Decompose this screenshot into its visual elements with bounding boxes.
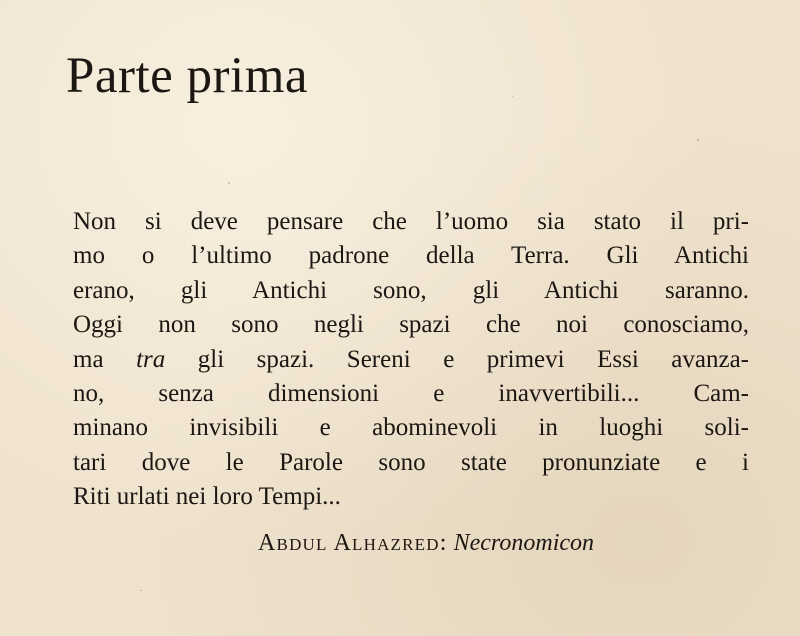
text-run: erano, gli Antichi sono, gli Antichi saranno. bbox=[73, 276, 749, 304]
italic-word: tra bbox=[136, 345, 166, 373]
text-run: gli spazi. Sereni e primevi Essi avanza- bbox=[165, 345, 749, 373]
text-run: tari dove le Parole sono state pronunziate e i bbox=[73, 448, 749, 476]
text-run: ma bbox=[73, 345, 137, 373]
epigraph-line bbox=[73, 343, 749, 377]
text-run: Riti urlati nei loro Tempi... bbox=[73, 483, 341, 511]
epigraph-line bbox=[73, 274, 749, 308]
paper-speck bbox=[228, 182, 230, 184]
attribution-work: Necronomicon bbox=[453, 530, 595, 556]
epigraph-line bbox=[73, 377, 749, 411]
epigraph-line bbox=[73, 411, 749, 445]
paper-speck bbox=[697, 139, 699, 141]
text-run: Non si deve pensare che l’uomo sia stato il pri- bbox=[73, 208, 749, 235]
text-run: minano invisibili e abominevoli in luoghi soli- bbox=[73, 414, 749, 442]
text-run: Oggi non sono negli spazi che noi conosciamo, bbox=[73, 311, 749, 339]
text-run: mo o l’ultimo padrone della Terra. Gli Antichi bbox=[73, 242, 749, 270]
epigraph-line bbox=[73, 446, 749, 480]
paper-speck bbox=[512, 96, 513, 97]
paper-speck bbox=[140, 590, 142, 591]
epigraph-line bbox=[73, 205, 749, 239]
epigraph-line bbox=[73, 480, 749, 514]
part-title: Parte prima bbox=[66, 48, 308, 104]
epigraph-line bbox=[73, 308, 749, 342]
text-run: no, senza dimensioni e inavvertibili... Cam- bbox=[73, 380, 749, 408]
attribution-author: Abdul Alhazred: bbox=[258, 530, 448, 556]
attribution bbox=[258, 528, 594, 558]
epigraph-line bbox=[73, 239, 749, 273]
epigraph bbox=[73, 205, 749, 515]
